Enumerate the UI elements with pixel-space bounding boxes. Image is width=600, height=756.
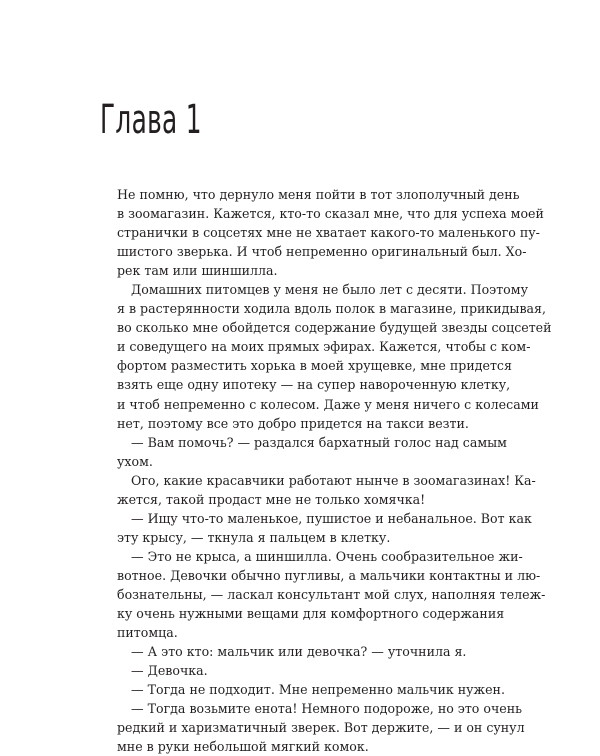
text-line: бознательны, — ласкал консультант мой слух, наполняя тележ-: [117, 586, 546, 602]
text-line: ку очень нужными вещами для комфортного содержания: [117, 606, 505, 622]
text-line: в зоомагазин. Кажется, кто-то сказал мне, что для успеха моей: [117, 206, 544, 222]
text-line: — А это кто: мальчик или девочка? — уточнила я.: [131, 644, 467, 660]
text-line: — Тогда возьмите енота! Немного подороже, но это очень: [131, 701, 523, 717]
text-line: Домашних питомцев у меня не было лет с десяти. Поэтому: [131, 282, 528, 298]
text-line: и чтоб непременно с колесом. Даже у меня ничего с колесами: [117, 396, 539, 412]
chapter-title: Глава 1: [100, 97, 202, 143]
text-line: вотное. Девочки обычно пугливы, а мальчики контактны и лю-: [117, 567, 541, 583]
text-line: Не помню, что дернуло меня пойти в тот злополучный день: [117, 187, 520, 202]
text-line: Ого, какие красавчики работают нынче в зоомагазинах! Ка-: [131, 472, 536, 488]
text-line: — Это не крыса, а шиншилла. Очень сообразительное жи-: [131, 548, 523, 564]
text-line: — Тогда не подходит. Мне непременно мальчик нужен.: [131, 682, 505, 698]
chapter-body: [117, 185, 552, 756]
text-line: взять еще одну ипотеку — на супер навороченную клетку,: [117, 377, 511, 393]
text-line: питомца.: [117, 625, 178, 641]
text-line: и соведущего на моих прямых эфирах. Кажется, чтобы с ком-: [117, 339, 531, 355]
text-line: — Ищу что-то маленькое, пушистое и небанальное. Вот как: [131, 510, 532, 526]
text-line: фортом разместить хорька в моей хрущевке, мне придется: [117, 358, 512, 374]
text-line: нет, поэтому все это добро придется на такси везти.: [117, 415, 469, 431]
text-line: редкий и харизматичный зверек. Вот держите, — и он сунул: [117, 720, 525, 736]
text-line: эту крысу, — ткнула я пальцем в клетку.: [117, 529, 391, 545]
text-line: ухом.: [117, 453, 153, 469]
text-line: шистого зверька. И чтоб непременно оригинальный был. Хо-: [117, 244, 527, 260]
text-line: — Девочка.: [131, 663, 208, 679]
text-line: мне в руки небольшой мягкий комок.: [117, 739, 369, 755]
text-line: во сколько мне обойдется содержание будущей звезды соцсетей: [117, 320, 552, 336]
text-line: я в растерянности ходила вдоль полок в магазине, прикидывая,: [117, 301, 546, 317]
text-line: — Вам помочь? — раздался бархатный голос над самым: [131, 434, 507, 450]
text-line: рек там или шиншилла.: [117, 263, 278, 279]
text-line: жется, такой продаст мне не только хомячка!: [117, 491, 426, 507]
text-line: странички в соцсетях мне не хватает какого-то маленького пу-: [117, 225, 540, 241]
